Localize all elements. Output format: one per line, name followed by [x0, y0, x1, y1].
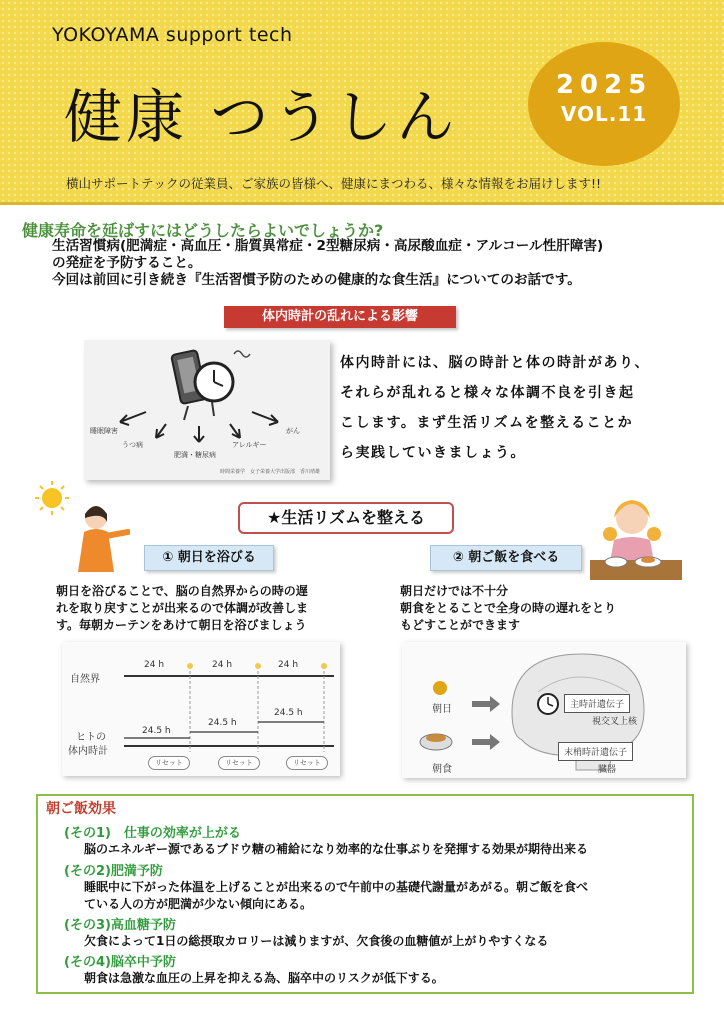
morning-sun-line: 朝日を浴びることで、脳の自然界からの時の遅	[56, 584, 308, 598]
morning-sun-text	[56, 583, 308, 634]
issue-volume: VOL.11	[560, 102, 648, 126]
effect-heading: (その2)肥満予防	[64, 864, 163, 879]
reset-label: リセット	[218, 756, 260, 770]
body-clock-row-label-2: 体内時計	[68, 746, 108, 757]
reset-label: リセット	[148, 756, 190, 770]
subheading-breakfast: ② 朝ご飯を食べる	[430, 545, 582, 571]
master-clock-location: 視交叉上核	[592, 717, 638, 727]
effect-body: 欠食によって1日の総摂取カロリーは減りますが、欠食後の血糖値が上がりやすくなる	[84, 934, 549, 948]
breakfast-line: 朝日だけでは不十分	[400, 584, 509, 598]
label-obesity-diabetes: 肥満・糖尿病	[174, 451, 216, 459]
morning-sun-woman-illustration	[30, 478, 130, 578]
breakfast-girl-illustration	[586, 490, 686, 582]
nature-row-label: 自然界	[70, 674, 100, 685]
section-banner-body-clock: 体内時計の乱れによる影響	[224, 306, 456, 328]
small-sun-icon	[433, 681, 447, 695]
body-clock-line: 体内時計には、脳の時計と体の時計があり、	[340, 355, 650, 371]
label-allergy: アレルギー	[232, 441, 267, 449]
effects-title: 朝ご飯効果	[46, 801, 116, 817]
master-clock-gene: 主時計遺伝子	[564, 694, 630, 713]
effect-heading: (その3)高血糖予防	[64, 918, 176, 933]
breakfast-label: 朝食	[432, 764, 452, 775]
body-clock-text	[340, 348, 680, 468]
body-clock-line: それらが乱れると様々な体調不良を引き起	[340, 385, 635, 401]
effect-heading: (その4)脳卒中予防	[64, 955, 176, 970]
body-clock-illustration	[84, 340, 330, 480]
label-sleep-disorder: 睡眠障害	[90, 427, 118, 435]
label-cancer: がん	[286, 427, 300, 435]
breakfast-line: 朝食をとることで全身の時の遅れをとり	[400, 601, 617, 615]
intro-line: 生活習慣病(肥満症・高血圧・脂質異常症・2型糖尿病・高尿酸血症・アルコール性肝障害)	[52, 238, 604, 254]
body-period: 24.5 h	[142, 726, 171, 736]
page-title: 健康 つうしん	[64, 83, 459, 151]
breakfast-effects-box	[36, 794, 694, 994]
body-clock-line: ら実践していきましょう。	[340, 445, 526, 461]
reset-label: リセット	[286, 756, 328, 770]
body-clock-row-label-1: ヒトの	[76, 732, 106, 743]
intro-line: の発症を予防すること。	[52, 255, 202, 271]
life-rhythm-title: ★生活リズムを整える	[238, 502, 454, 534]
tagline: 横山サポートテックの従業員、ご家族の皆様へ、健康にまつわる、様々な情報をお届けします!!	[66, 176, 602, 191]
effect-heading: (その1) 仕事の効率が上がる	[64, 826, 241, 841]
header-divider	[0, 202, 724, 205]
subheading-morning-sun: ① 朝日を浴びる	[144, 545, 274, 571]
morning-sun-label: 朝日	[432, 704, 452, 715]
brain-clock-diagram	[402, 642, 686, 778]
effect-body: ている人の方が肥満が少ない傾向にある。	[84, 897, 313, 911]
nature-period: 24 h	[212, 660, 233, 670]
intro-line: 今回は前回に引き続き『生活習慣予防のための健康的な食生活』についてのお話です。	[52, 272, 581, 288]
morning-sun-line: れを取り戻すことが出来るので体調が改善しま	[56, 601, 309, 615]
effect-body: 脳のエネルギー源であるブドウ糖の補給になり効率的な仕事ぶりを発揮する効果が期待出来る	[84, 842, 589, 856]
morning-sun-line: す。毎朝カーテンをあけて朝日を浴びましょう	[56, 618, 307, 632]
breakfast-line: もどすことができます	[400, 618, 521, 632]
intro-question: 健康寿命を延ばすにはどうしたらよいでしょうか?	[22, 221, 384, 240]
nature-period: 24 h	[278, 660, 299, 670]
body-clock-line: こします。まず生活リズムを整えることか	[340, 415, 634, 431]
body-period: 24.5 h	[208, 718, 237, 728]
body-period: 24.5 h	[274, 708, 303, 718]
peripheral-clock-gene: 末梢時計遺伝子	[558, 742, 633, 761]
sun-icon	[35, 481, 69, 515]
breakfast-text	[400, 583, 616, 634]
effect-body: 朝食は急激な血圧の上昇を抑える為、脳卒中のリスクが低下する。	[84, 971, 444, 985]
issue-year: 2025	[555, 70, 653, 100]
company-name: YOKOYAMA support tech	[52, 24, 293, 46]
intro-text	[52, 238, 603, 289]
label-depression: うつ病	[122, 441, 143, 449]
circadian-reset-diagram	[62, 642, 340, 776]
effect-body: 睡眠中に下がった体温を上げることが出来るので午前中の基礎代謝量があがる。朝ご飯を食べ	[84, 880, 589, 894]
peripheral-clock-location: 臓器	[598, 765, 617, 775]
nature-period: 24 h	[144, 660, 165, 670]
issue-badge	[528, 42, 680, 166]
illustration-credit: 時間栄養学 女子栄養大学出版部 香川靖雄	[219, 469, 320, 475]
